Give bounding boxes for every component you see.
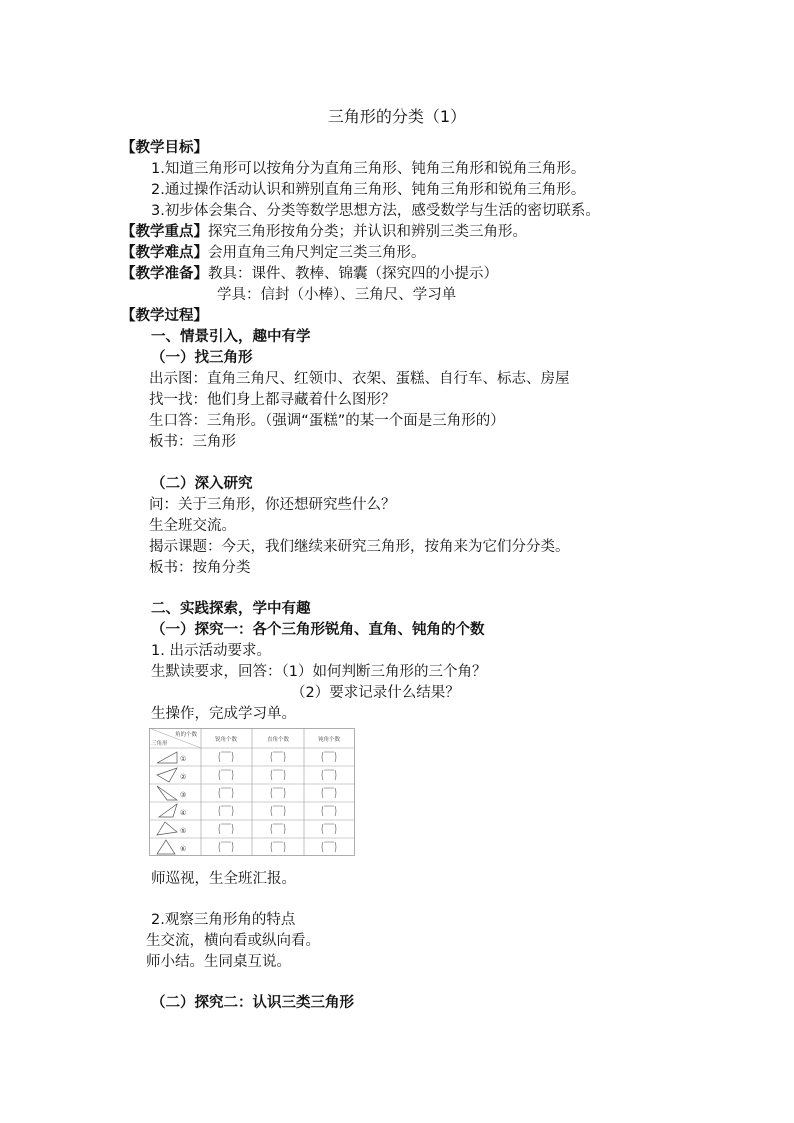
triangle-1-icon [157, 752, 177, 763]
section-2-1-line: （2）要求记录什么结果？ [291, 685, 460, 701]
process-tag: 【教学过程】 [121, 308, 208, 324]
objectives-tag: 【教学目标】 [121, 140, 208, 156]
triangle-6-icon [157, 840, 175, 854]
triangle-4-icon [159, 804, 177, 817]
section-1-1-line: 生口答：三角形。（强调“蛋糕”的某一个面是三角形的） [149, 413, 505, 429]
answer-box [271, 842, 285, 852]
section-1-2-line: 生全班交流。 [149, 518, 236, 534]
section-2-1-line: 生操作，完成学习单。 [151, 706, 296, 722]
objective-2: 2.通过操作活动认识和辨别直角三角形、钝角三角形和锐角三角形。 [151, 182, 586, 198]
answer-box [322, 806, 336, 816]
answer-box [271, 752, 285, 762]
section-1-2-heading: （二）深入研究 [151, 476, 253, 492]
answer-box [322, 824, 336, 834]
answer-box [322, 770, 336, 780]
answer-box [219, 806, 233, 816]
prep-line2: 学具：信封（小棒）、三角尺、学习单 [217, 287, 457, 303]
answer-box [219, 752, 233, 762]
row-number: ⑤ [180, 827, 187, 835]
answer-box [271, 770, 285, 780]
answer-box [271, 788, 285, 798]
answer-box [219, 770, 233, 780]
section-2-2-line: 师小结。生同桌互说。 [146, 954, 291, 970]
section-1-1-line: 板书：三角形 [149, 434, 236, 450]
prep-tag: 【教学准备】 [121, 266, 208, 282]
row-number: ④ [180, 809, 187, 817]
answer-box [219, 824, 233, 834]
answer-box [271, 806, 285, 816]
header-right: 直角个数 [266, 737, 290, 743]
section-2-1-line: 1. 出示活动要求。 [151, 643, 271, 659]
section-1-1-line: 找一找：他们身上都寻藏着什么图形？ [149, 392, 396, 408]
row-number: ① [180, 755, 187, 763]
row-number: ⑥ [180, 845, 187, 853]
row-number: ③ [180, 791, 187, 799]
worksheet-table [149, 728, 355, 856]
triangle-5-icon [157, 822, 177, 835]
section-1-2-line: 问：关于三角形，你还想研究些什么？ [149, 497, 396, 513]
section-1-heading: 一、情景引入，趣中有学 [151, 329, 311, 345]
section-1-2-line: 板书：按角分类 [149, 560, 251, 576]
section-1-1-line: 出示图：直角三角尺、红领巾、衣架、蛋糕、自行车、标志、房屋 [149, 371, 570, 387]
section-2-1-line: 生默读要求，回答：（1）如何判断三角形的三个角？ [151, 664, 487, 680]
after-table-line: 师巡视，生全班汇报。 [151, 871, 296, 887]
corner-label-top: 角的个数 [175, 732, 198, 738]
prep-line [121, 264, 498, 284]
header-obtuse: 钝角个数 [317, 737, 341, 743]
answer-box [322, 788, 336, 798]
triangle-2-icon [157, 768, 177, 782]
answer-box [322, 842, 336, 852]
prep-line1: 教具：课件、教棒、锦囊（探究四的小提示） [208, 266, 498, 282]
section-2-1-heading: （一）探究一：各个三角形锐角、直角、钝角的个数 [151, 622, 485, 638]
section-1-2-line: 揭示课题：今天，我们继续来研究三角形，按角来为它们分分类。 [149, 539, 570, 555]
objective-1: 1.知道三角形可以按角分为直角三角形、钝角三角形和锐角三角形。 [151, 161, 586, 177]
key-point-tag: 【教学重点】 [121, 224, 208, 240]
section-2-3-heading: （二）探究二：认识三类三角形 [151, 995, 354, 1011]
section-2-heading: 二、实践探索，学中有趣 [151, 601, 311, 617]
section-1-1-heading: （一）找三角形 [151, 350, 253, 366]
difficulty-line [121, 243, 426, 263]
difficulty-text: 会用直角三角尺判定三类三角形。 [208, 245, 426, 261]
header-acute: 锐角个数 [214, 737, 238, 743]
section-2-2-line: 生交流，横向看或纵向看。 [146, 933, 320, 949]
answer-box [322, 752, 336, 762]
answer-box [219, 788, 233, 798]
corner-label-bottom: 三角形 [151, 741, 168, 747]
triangle-3-icon [157, 786, 177, 800]
answer-box [271, 824, 285, 834]
objective-3: 3.初步体会集合、分类等数学思想方法，感受数学与生活的密切联系。 [151, 203, 600, 219]
key-point-line [121, 222, 527, 242]
difficulty-tag: 【教学难点】 [121, 245, 208, 261]
key-point-text: 探究三角形按角分类；并认识和辨别三类三角形。 [208, 224, 527, 240]
row-number: ② [180, 773, 187, 781]
page-title: 三角形的分类（1） [327, 107, 467, 126]
section-2-2-heading: 2.观察三角形角的特点 [151, 912, 296, 928]
answer-box [219, 842, 233, 852]
